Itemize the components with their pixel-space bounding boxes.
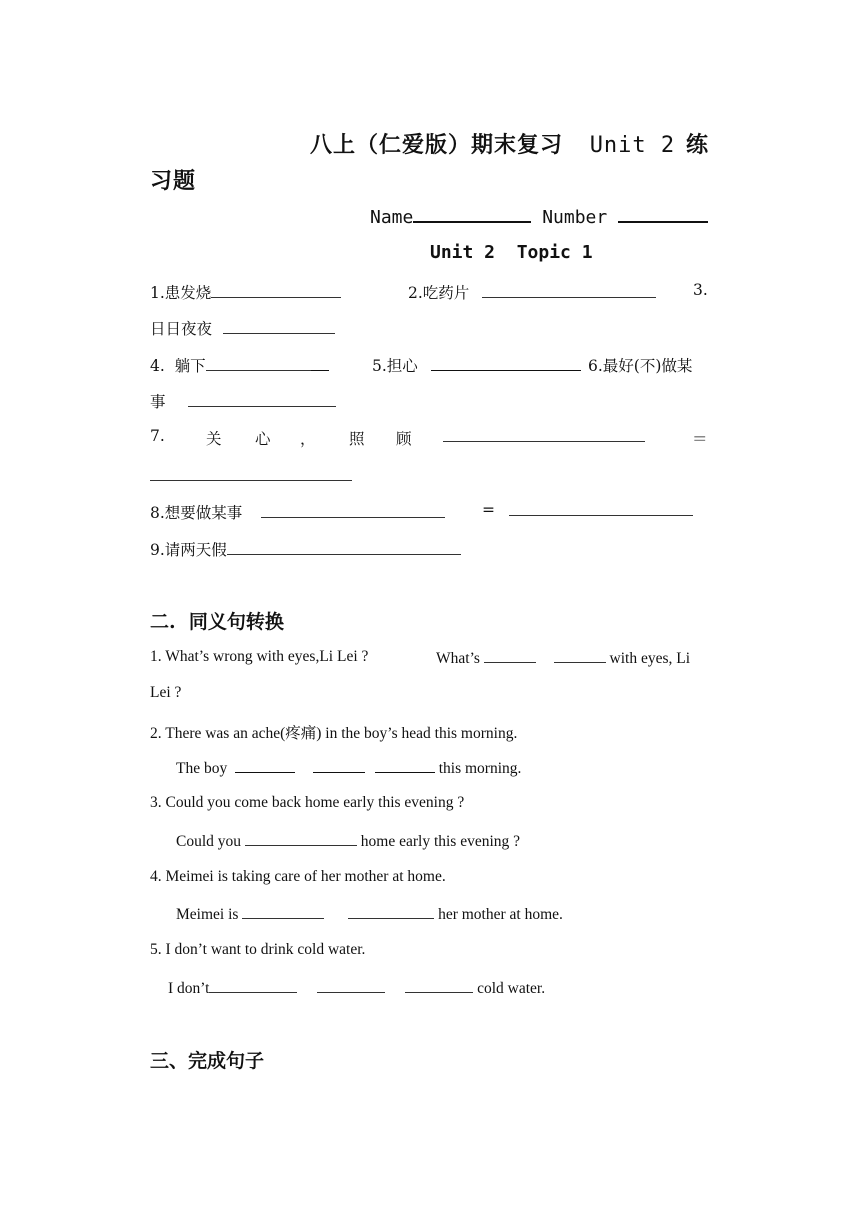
vocab-label-5: 5.担心: [372, 357, 418, 375]
q4-blank-2[interactable]: [348, 904, 434, 919]
q3-rewrite: [176, 831, 520, 851]
q2-rewrite: [176, 758, 521, 778]
topic-subtitle: Unit 2 Topic 1: [430, 242, 593, 263]
doc-title-line1: [310, 128, 675, 159]
q4-rewrite-start: Meimei is: [176, 906, 239, 923]
vocab-item-7-eq: ＝: [692, 430, 708, 448]
vocab-item-1: [150, 281, 341, 303]
vocab-item-5: [372, 354, 581, 376]
vocab-label-6-cont: 事: [150, 393, 166, 411]
vocab-item-6-cont: [150, 390, 336, 412]
title-cn: 八上（仁爱版）期末复习: [310, 132, 564, 158]
vocab-item-7-c4: 照: [349, 430, 365, 448]
vocab-item-8: [150, 501, 445, 523]
vocab-item-7-c3: ，: [300, 430, 316, 448]
vocab-blank-2[interactable]: [482, 283, 656, 298]
q1-line1: [150, 648, 368, 666]
vocab-item-7-c2: 心: [255, 430, 271, 448]
number-blank[interactable]: [618, 205, 708, 223]
q1-line2: Lei ?: [150, 684, 182, 701]
section3-heading: 三、完成句子: [150, 1050, 265, 1072]
vocab-blank-9[interactable]: [227, 540, 461, 555]
q1-original: 1. What’s wrong with eyes,Li Lei ?: [150, 648, 369, 665]
vocab-item-9: [150, 538, 461, 560]
q5-blank-2[interactable]: [317, 978, 385, 993]
q4-rewrite: [176, 904, 563, 924]
vocab-item-3-num: 3.: [693, 281, 708, 299]
q5-rewrite: [168, 978, 545, 998]
vocab-item-6: 6.最好(不)做某: [588, 357, 693, 375]
q1-blank-1[interactable]: [484, 648, 536, 663]
vocab-blank-8a[interactable]: [261, 503, 445, 518]
q5-blank-3[interactable]: [405, 978, 473, 993]
name-label: Name: [370, 207, 414, 228]
q2-rewrite-start: The boy: [176, 760, 228, 777]
vocab-blank-7a-wrap: [443, 427, 645, 446]
doc-title-line2: 习题: [150, 168, 197, 194]
q1-rewrite-end: with eyes, Li: [609, 650, 691, 667]
vocab-label-8: 8.想要做某事: [150, 504, 243, 522]
q4-original: 4. Meimei is taking care of her mother at home.: [150, 868, 446, 885]
q3-rewrite-end: home early this evening ?: [360, 833, 521, 850]
q5-original: 5. I don’t want to drink cold water.: [150, 941, 366, 958]
q4-rewrite-end: her mother at home.: [438, 906, 563, 923]
vocab-item-3: [150, 317, 335, 339]
vocab-item-8-eq: =: [482, 501, 495, 519]
q2-original: 2. There was an ache(疼痛) in the boy’s head this morning.: [150, 725, 518, 742]
q4-blank-1[interactable]: [242, 904, 324, 919]
vocab-label-1: 1.患发烧: [150, 284, 212, 302]
name-blank[interactable]: [413, 205, 531, 223]
vocab-blank-5[interactable]: [431, 356, 581, 371]
q2-blank-2[interactable]: [313, 758, 365, 773]
q2-blank-1[interactable]: [235, 758, 295, 773]
title-unit: Unit 2: [589, 133, 676, 158]
vocab-blank-7b-wrap: [150, 466, 352, 485]
vocab-label-2: 2.吃药片: [408, 284, 470, 302]
q3-blank-1[interactable]: [245, 831, 357, 846]
q1-rewrite: [436, 648, 690, 668]
vocab-blank-6[interactable]: [188, 392, 336, 407]
vocab-label-9: 9.请两天假: [150, 541, 227, 559]
name-number-row: [370, 205, 708, 228]
q5-rewrite-start: I don’t: [168, 980, 210, 997]
vocab-item-7-c5: 顾: [396, 430, 412, 448]
vocab-blank-8b-wrap: [509, 501, 693, 520]
vocab-blank-4-tail: [311, 356, 329, 371]
vocab-item-7-num: 7.: [150, 427, 165, 445]
vocab-blank-7b[interactable]: [150, 466, 352, 481]
doc-title-end: 练: [686, 132, 710, 158]
vocab-blank-1[interactable]: [211, 283, 341, 298]
vocab-blank-7a[interactable]: [443, 427, 645, 442]
vocab-label-3: 日日夜夜: [150, 320, 213, 338]
q2-blank-3[interactable]: [375, 758, 435, 773]
q1-blank-2[interactable]: [554, 648, 606, 663]
vocab-blank-4[interactable]: [206, 356, 311, 371]
q5-rewrite-end: cold water.: [477, 980, 546, 997]
q3-rewrite-start: Could you: [176, 833, 242, 850]
vocab-item-7-c1: 关: [206, 430, 222, 448]
vocab-item-2: [408, 281, 656, 303]
vocab-blank-3[interactable]: [223, 319, 335, 334]
q2-rewrite-end: this morning.: [438, 760, 522, 777]
vocab-item-4: [150, 354, 329, 376]
vocab-label-4: 4. 躺下: [150, 357, 206, 375]
q5-blank-1[interactable]: [209, 978, 297, 993]
vocab-blank-8b[interactable]: [509, 501, 693, 516]
section2-heading: 二. 同义句转换: [150, 611, 284, 633]
q3-original: 3. Could you come back home early this evening ?: [150, 794, 465, 811]
number-label: Number: [542, 207, 608, 228]
q1-rewrite-start: What’s: [436, 650, 480, 667]
